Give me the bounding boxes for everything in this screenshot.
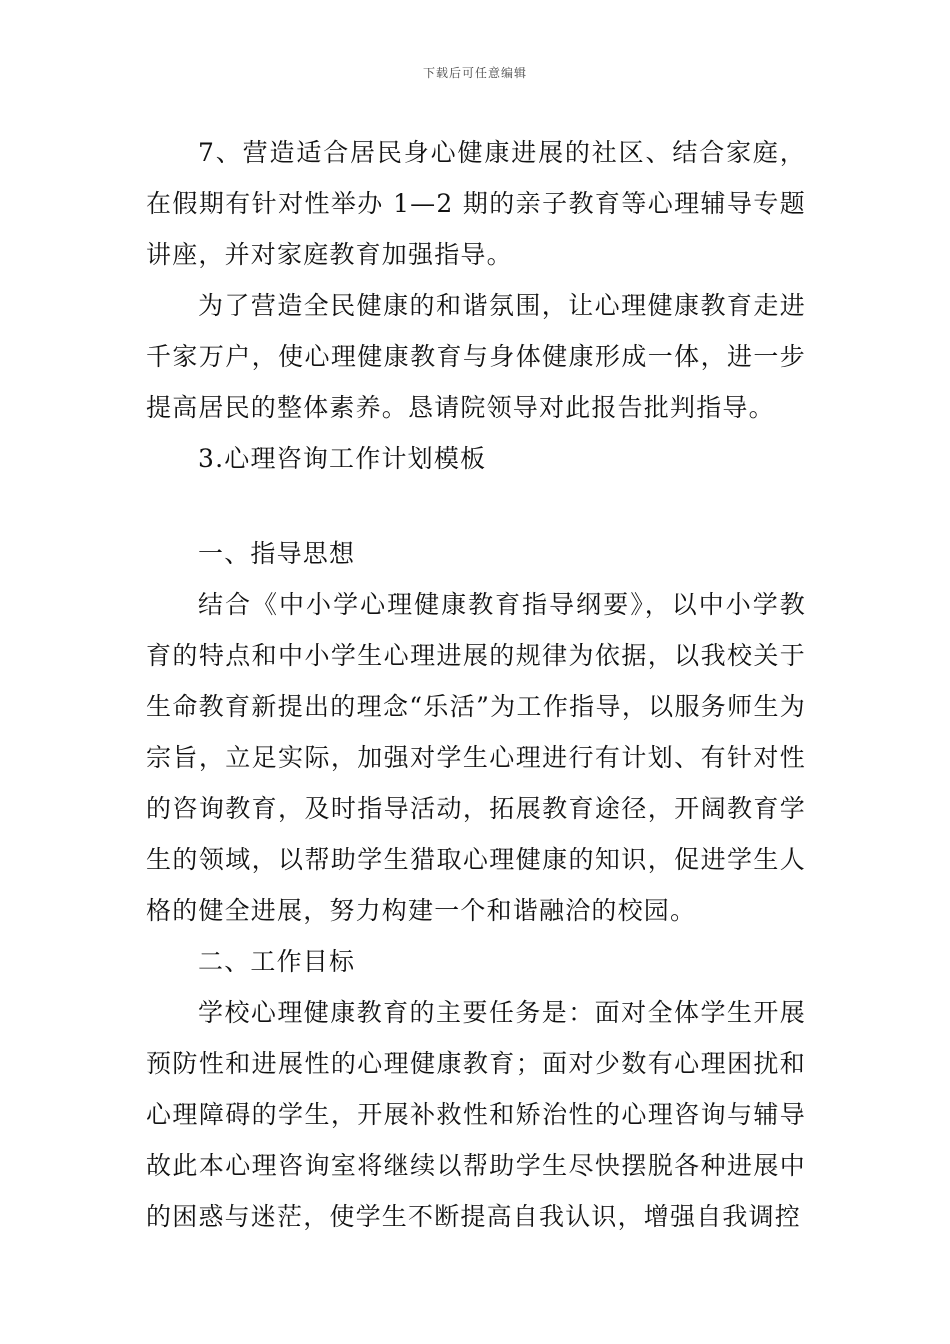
heading-guiding-thought: 一、指导思想 xyxy=(198,539,356,568)
paragraph-work-goals: 学校心理健康教育的主要任务是：面对全体学生开展预防性和进展性的心理健康教育；面对少数有心理困扰和心理障碍的学生，开展补救性和矫治性的心理咨询与辅导故此本心理咨询室将继续以帮助学生尽快摆脱各种进展中的困惑与迷茫，使学生不断提高自我认识，增强自我调控 xyxy=(146,998,806,1231)
paragraph-guiding-thought: 结合《中小学心理健康教育指导纲要》，以中小学教育的特点和中小学生心理进展的规律为依据，以我校关于生命教育新提出的理念“乐活”为工作指导，以服务师生为宗旨，立足实际，加强对学生心理进行有计划、有针对性的咨询教育，及时指导活动，拓展教育途径，开阔教育学生的领域，以帮助学生猎取心理健康的知识，促进学生人格的健全进展，努力构建一个和谐融洽的校园。 xyxy=(146,590,806,925)
section-title: 3.心理咨询工作计划模板 xyxy=(198,444,487,473)
paragraph-closing-request: 为了营造全民健康的和谐氛围，让心理健康教育走进千家万户，使心理健康教育与身体健康形成一体，进一步提高居民的整体素养。恳请院领导对此报告批判指导。 xyxy=(146,291,806,422)
paragraph-item-7: 7、营造适合居民身心健康进展的社区、结合家庭，在假期有针对性举办 1—2 期的亲子教育等心理辅导专题讲座，并对家庭教育加强指导。 xyxy=(146,138,806,269)
page-header: 下载后可任意编辑 xyxy=(422,66,527,80)
blank-line xyxy=(146,484,806,528)
heading-work-goals: 二、工作目标 xyxy=(198,947,356,976)
document-body xyxy=(146,127,806,1242)
